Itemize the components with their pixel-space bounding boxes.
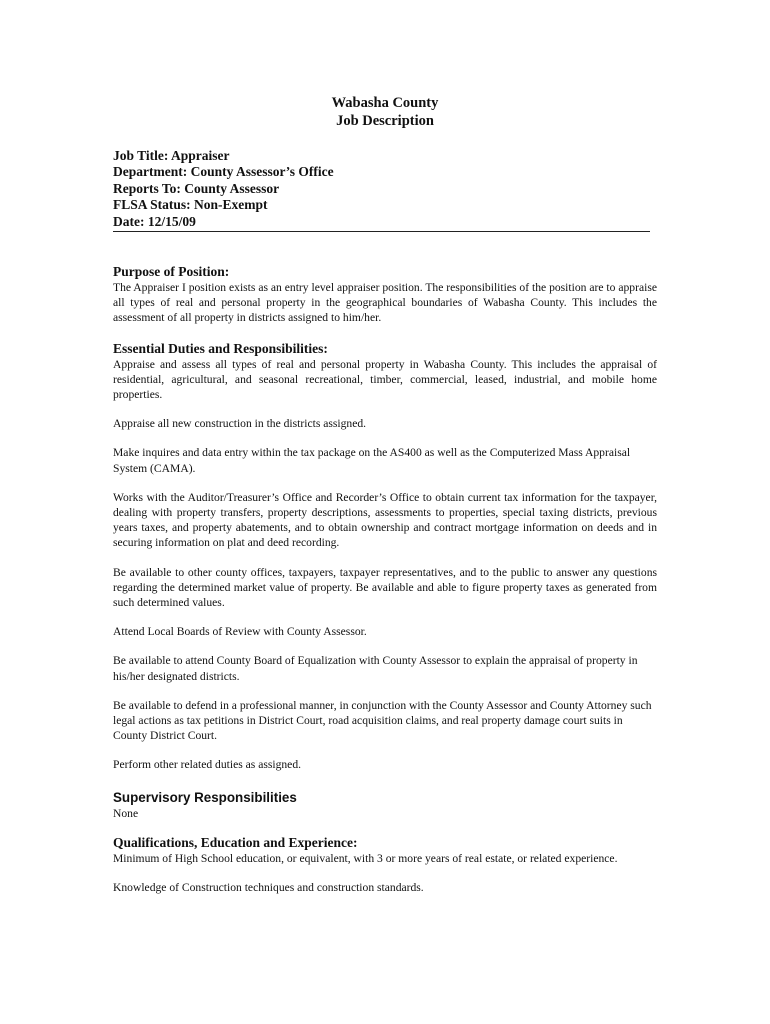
job-title-line: Job Title: Appraiser xyxy=(113,148,230,163)
qualification-paragraph: Knowledge of Construction techniques and construction standards. xyxy=(113,881,424,895)
duties-heading: Essential Duties and Responsibilities: xyxy=(113,340,328,356)
duty-paragraph: Be available to defend in a professional manner, in conjunction with the County Assessor and County Attorney such legal actions as tax petitions in District Court, road acquisition claims, and real property damage court suits in County District Court. xyxy=(113,698,652,743)
duty-paragraph: Be available to attend County Board of Equalization with County Assessor to explain the appraisal of property in his/her designated districts. xyxy=(113,654,638,683)
duty-paragraph: Attend Local Boards of Review with County Assessor. xyxy=(113,625,367,639)
document-title xyxy=(0,94,770,130)
qualifications-heading: Qualifications, Education and Experience: xyxy=(113,834,358,850)
duty-paragraph: Be available to other county offices, taxpayers, taxpayer representatives, and to the public to answer any questions regarding the determined market value of property. Be available and able to figure property taxes as generated from such determined values. xyxy=(113,565,657,610)
document-type: Job Description xyxy=(336,113,434,129)
duty-paragraph: Appraise and assess all types of real and personal property in Wabasha County. This includes the appraisal of residential, agricultural, and seasonal recreational, timber, commercial, leased, industrial, and mobile home properties. xyxy=(113,357,657,402)
date-line: Date: 12/15/09 xyxy=(113,213,196,229)
header-divider xyxy=(113,231,650,232)
department-line: Department: County Assessor’s Office xyxy=(113,164,334,180)
supervisory-text: None xyxy=(113,806,139,820)
reports-to-line: Reports To: County Assessor xyxy=(113,180,280,196)
purpose-heading: Purpose of Position: xyxy=(113,264,230,279)
flsa-status-line: FLSA Status: Non-Exempt xyxy=(113,197,268,213)
supervisory-heading: Supervisory Responsibilities xyxy=(113,789,297,805)
qualification-paragraph: Minimum of High School education, or equivalent, with 3 or more years of real estate, or related experience. xyxy=(113,851,618,865)
county-name: Wabasha County xyxy=(331,95,439,111)
duty-paragraph: Perform other related duties as assigned. xyxy=(113,758,302,772)
document-body xyxy=(113,264,657,895)
duty-paragraph: Appraise all new construction in the districts assigned. xyxy=(113,417,367,431)
duty-paragraph: Make inquires and data entry within the tax package on the AS400 as well as the Computerized Mass Appraisal System (CAMA). xyxy=(113,446,631,475)
job-header xyxy=(113,148,334,230)
duty-paragraph: Works with the Auditor/Treasurer’s Office and Recorder’s Office to obtain current tax information for the taxpayer, dealing with property transfers, property descriptions, assessments to properties, special taxing districts, previous years taxes, and property abatements, and to obtain ownership and contract mortgage information on deeds and in securing information on plat and deed recording. xyxy=(113,490,657,550)
purpose-text: The Appraiser I position exists as an entry level appraiser position. The responsibilities of the position are to appraise all types of real and personal property in the geographical boundaries of Wabasha County. This includes the assessment of all property in districts assigned to him/her. xyxy=(113,281,657,325)
